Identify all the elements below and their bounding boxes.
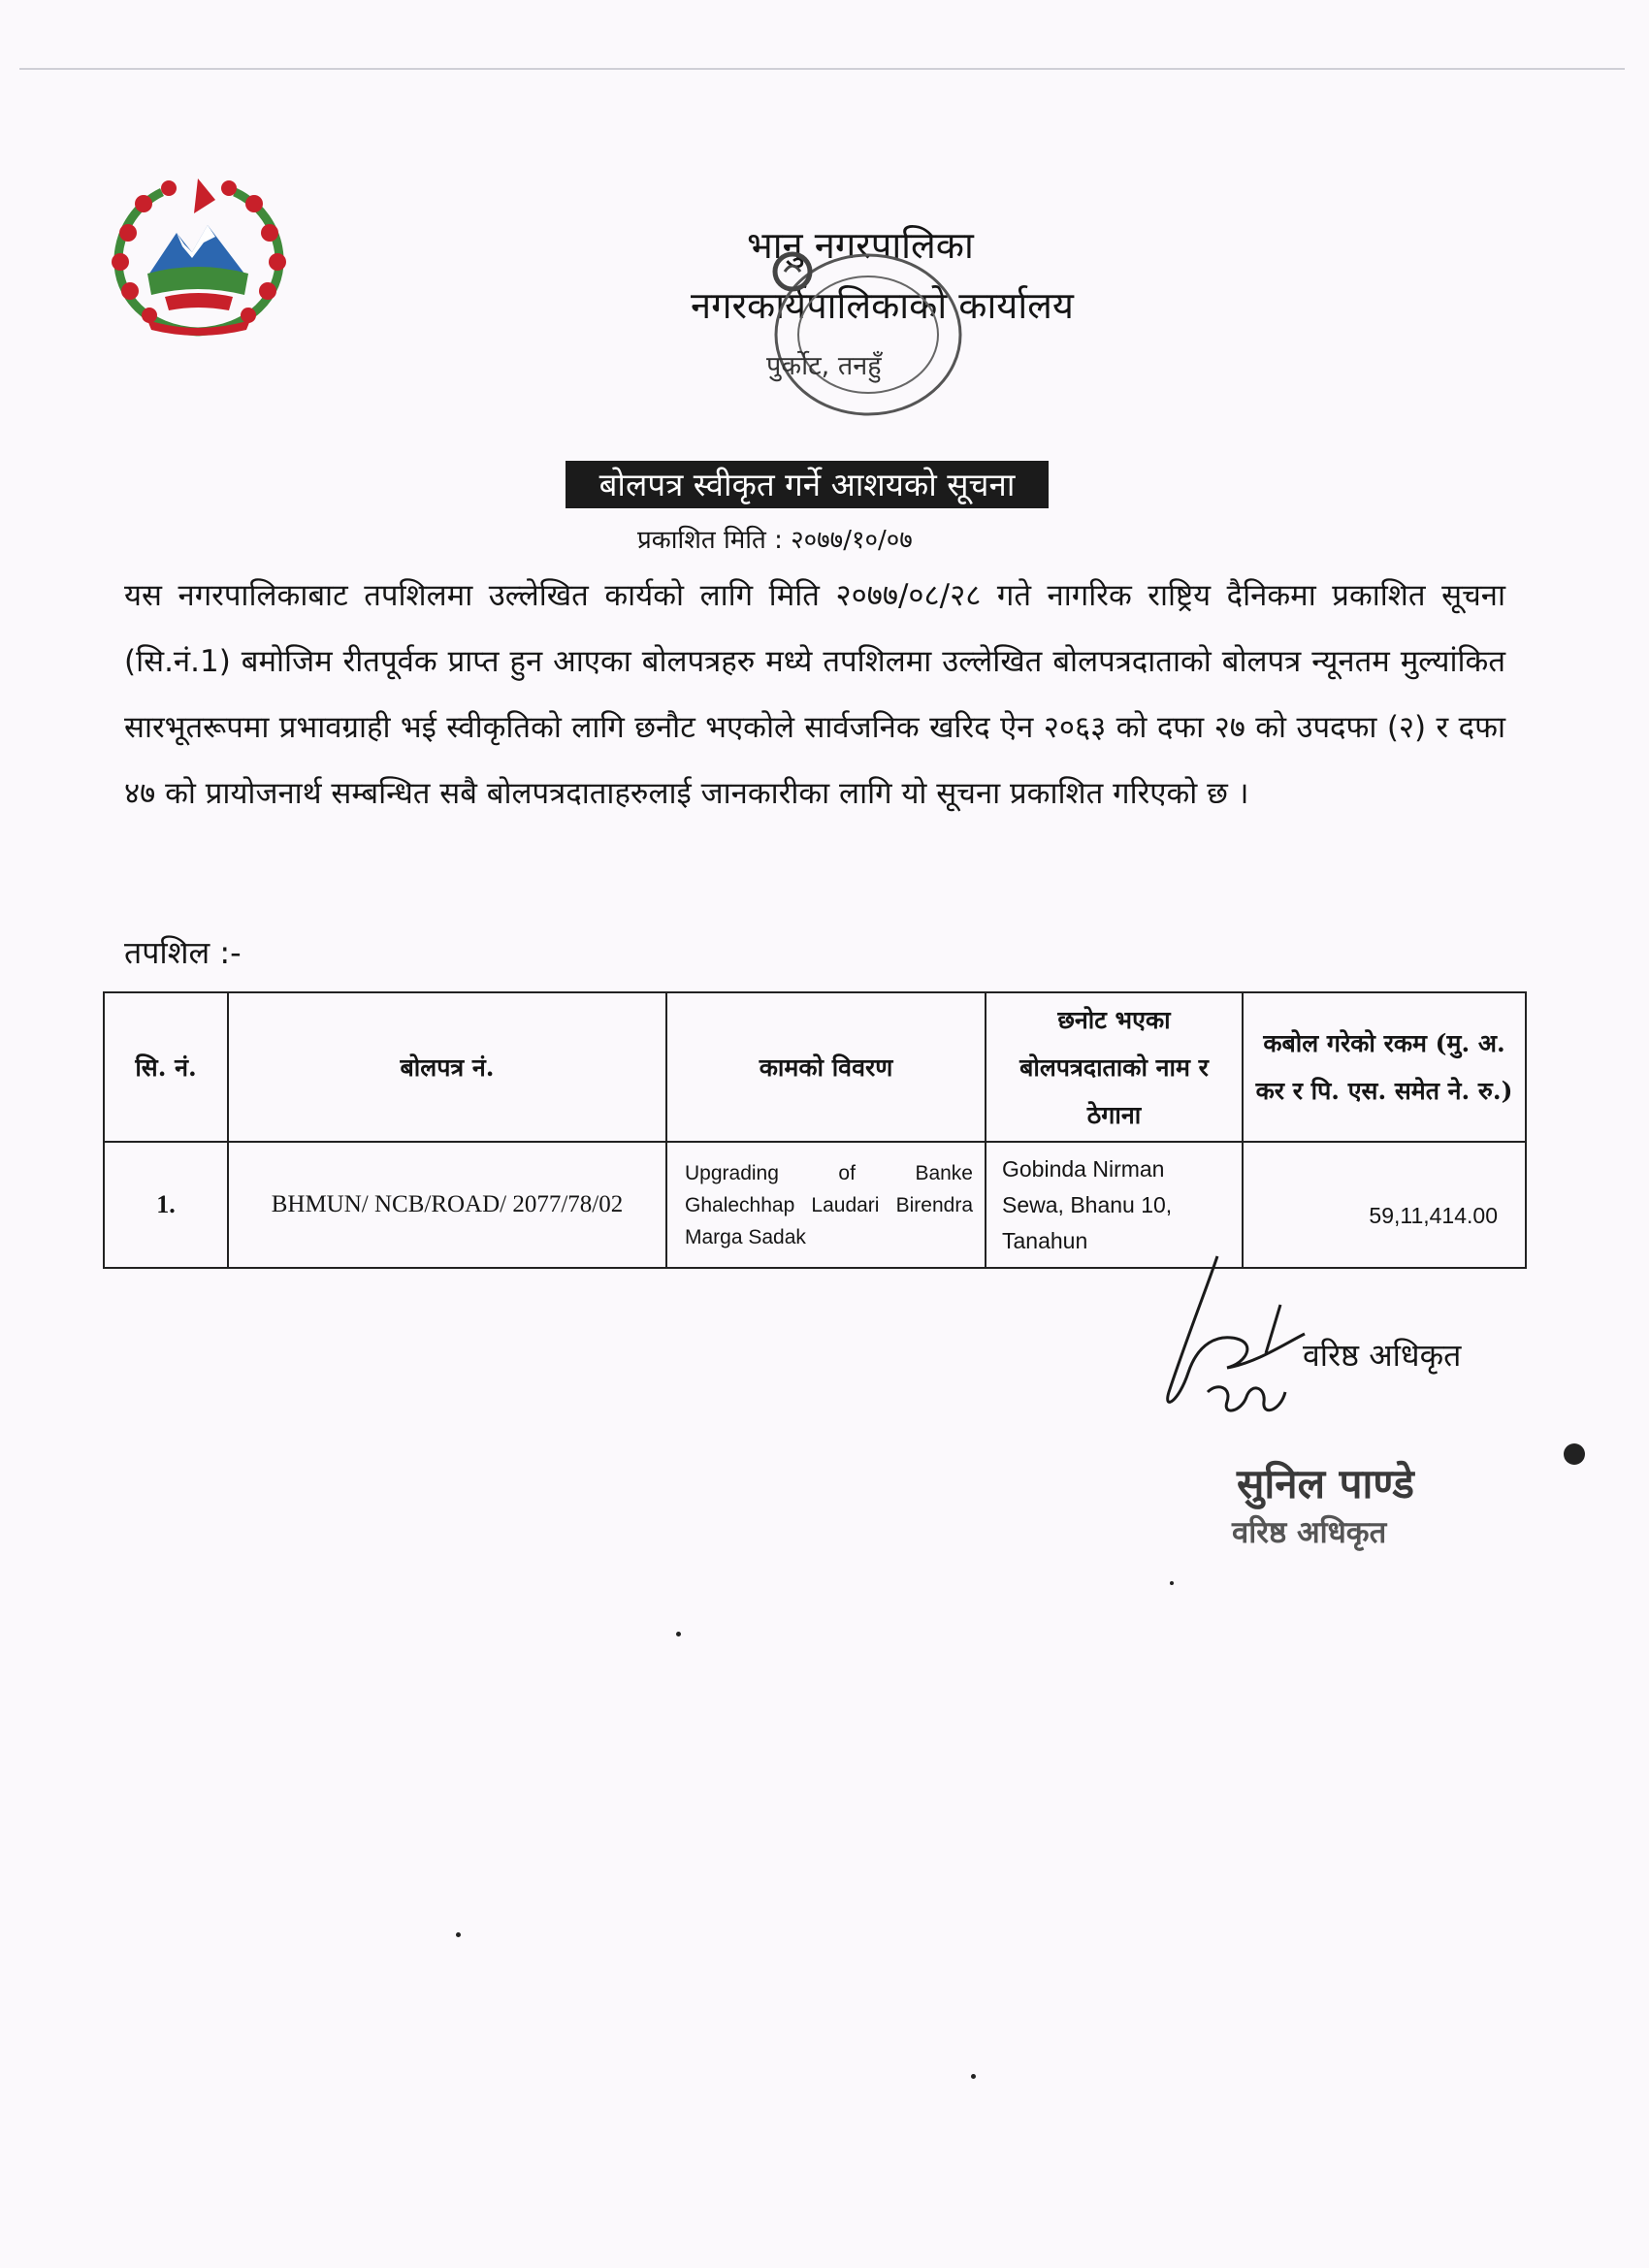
cell-work: Upgrading of Banke Ghalechhap Laudari Birendra Marga Sadak xyxy=(666,1142,986,1268)
header-bidder: छनोट भएका बोलपत्रदाताको नाम र ठेगाना xyxy=(986,992,1243,1142)
cell-sn: 1. xyxy=(104,1142,228,1268)
notice-title: बोलपत्र स्वीकृत गर्ने आशयको सूचना xyxy=(566,461,1049,508)
scan-speck xyxy=(676,1632,681,1636)
scan-top-edge xyxy=(19,68,1625,70)
seal-text: पुर्कोट, तनहुँ xyxy=(766,351,882,381)
scan-speck xyxy=(1170,1581,1174,1585)
office-seal-stamp xyxy=(752,243,985,422)
published-date: प्रकाशित मिति : २०७७/१०/०७ xyxy=(637,526,913,555)
handwritten-signature xyxy=(1149,1247,1324,1450)
header-work: कामको विवरण xyxy=(666,992,986,1142)
signatory-post-stamp: वरिष्ठ अधिकृत xyxy=(1232,1515,1387,1550)
nepal-emblem-logo xyxy=(109,175,288,340)
cell-amount: 59,11,414.00 xyxy=(1243,1142,1526,1268)
table-header-row xyxy=(104,992,1526,1142)
notice-body: यस नगरपालिकाबाट तपशिलमा उल्लेखित कार्यको लागि मिति २०७७/०८/२८ गते नागरिक राष्ट्रिय दैनिकमा प्रकाशित सूचना (सि.नं.1) बमोजिम रीतपूर्वक प्राप्त हुन आएका बोलपत्रहरु मध्ये तपशिलमा उल्लेखित बोलपत्रदाताको बोलपत्र न्यूनतम मुल्यांकित सारभूतरूपमा प्रभावग्राही भई स्वीकृतिको लागि छनौट भएकोले सार्वजनिक खरिद ऐन २०६३ को दफा २७ को उपदफा (२) र दफा ४७ को प्रायोजनार्थ सम्बन्धित सबै बोलपत्रदाताहरुलाई जानकारीका लागि यो सूचना प्रकाशित गरिएको छ । xyxy=(124,578,1505,811)
scan-speck xyxy=(1564,1443,1585,1465)
award-table xyxy=(103,991,1527,1269)
signatory-title: वरिष्ठ अधिकृत xyxy=(1303,1337,1462,1374)
header-sn: सि. नं. xyxy=(104,992,228,1142)
office-subtitle: नगरकार्यपालिकाको कार्यालय xyxy=(691,284,1074,327)
scan-speck xyxy=(971,2074,976,2079)
signatory-name-stamp: सुनिल पाण्डे xyxy=(1237,1460,1414,1507)
header-bid-no: बोलपत्र नं. xyxy=(228,992,666,1142)
cell-bidder: Gobinda Nirman Sewa, Bhanu 10, Tanahun xyxy=(986,1142,1243,1268)
schedule-label: तपशिल :- xyxy=(124,934,242,971)
scan-speck xyxy=(456,1932,461,1937)
cell-bid-no: BHMUN/ NCB/ROAD/ 2077/78/02 xyxy=(228,1142,666,1268)
header-amount: कबोल गरेको रकम (मु. अ. कर र पि. एस. समेत ने. रु.) xyxy=(1243,992,1526,1142)
office-name: भानु नगरपालिका xyxy=(747,224,974,267)
